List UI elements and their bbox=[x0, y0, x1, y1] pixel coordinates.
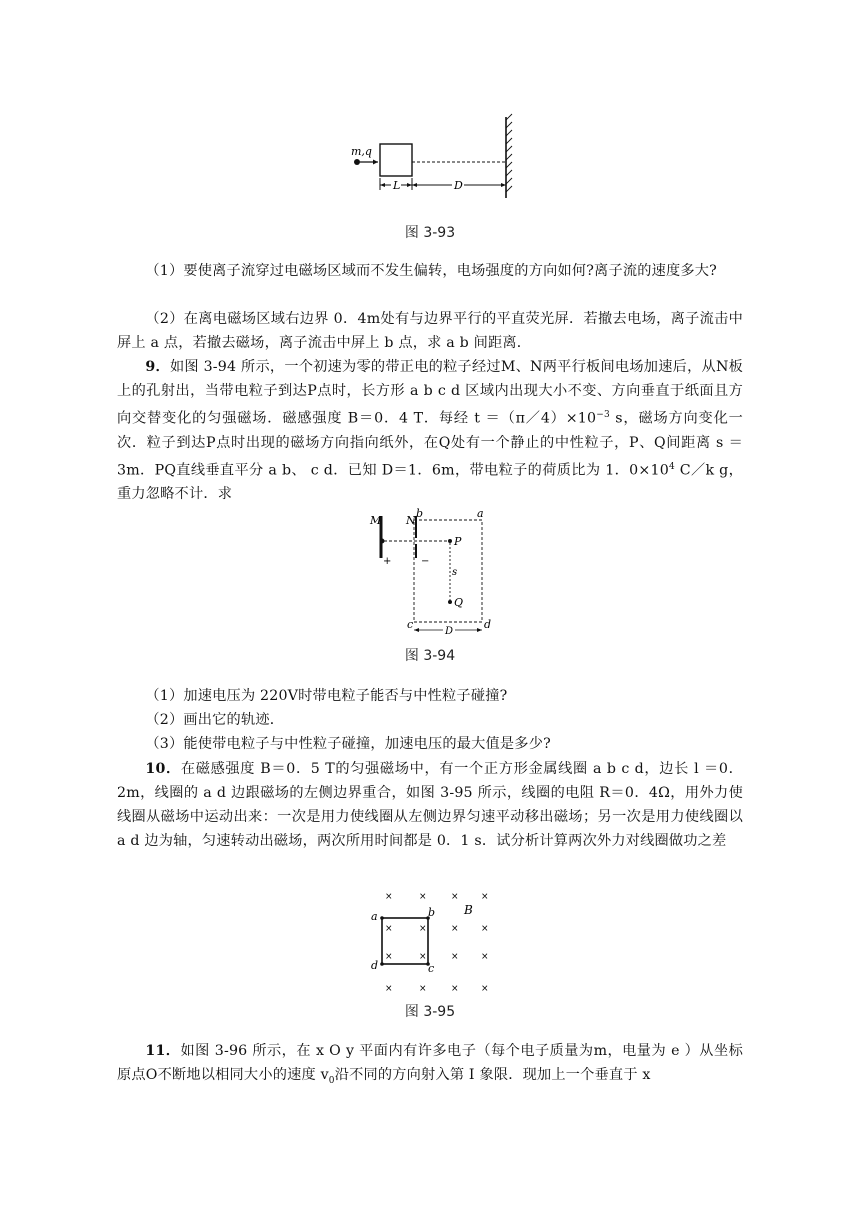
field-cross: × bbox=[451, 984, 459, 994]
paragraph-q9-part1: （1）加速电压为 220V时带电粒子能否与中性粒子碰撞? bbox=[145, 688, 508, 704]
fig95-label-c: c bbox=[428, 962, 435, 975]
q9-number: 9． bbox=[145, 359, 170, 375]
fig94-label-D: D bbox=[445, 626, 454, 637]
field-cross: × bbox=[451, 892, 459, 902]
field-cross: × bbox=[385, 952, 393, 962]
paragraph-q8-part1: （1）要使离子流穿过电磁场区域而不发生偏转，电场强度的方向如何?离子流的速度多大? bbox=[145, 263, 717, 279]
q11-number: 11． bbox=[145, 1043, 181, 1059]
figure-caption-3-94: 图 3-94 bbox=[404, 648, 456, 664]
field-cross: × bbox=[385, 924, 393, 934]
figure-3-94 bbox=[366, 504, 506, 640]
field-cross: × bbox=[419, 924, 427, 934]
q9-text-a: 如图 3-94 所示，一个初速为零的带正电的粒子经过M、N两平行板间电场加速后，从N板上的孔射出，当带电粒子到达P点时，长方形 a b c d 区域内出现大小不变、方向垂直于纸面且方向交替变化的匀强磁场．磁感强度 B＝0．4 T．每经 t ＝（π／4）×10 bbox=[117, 359, 743, 427]
figure-3-95 bbox=[366, 884, 498, 996]
paragraph-q9-part3: （3）能使带电粒子与中性粒子碰撞，加速电压的最大值是多少? bbox=[145, 736, 551, 752]
fig94-label-M: M bbox=[370, 514, 382, 527]
paragraph-q9-part2: （2）画出它的轨迹． bbox=[145, 712, 285, 728]
field-region-box bbox=[380, 144, 412, 176]
q11-subscript-0: 0 bbox=[328, 1075, 335, 1086]
particle-dot bbox=[354, 159, 360, 165]
paragraph-q8-part2: （2）在离电磁场区域右边界 0．4m处有与边界平行的平直荧光屏．若撤去电场，离子流击中屏上 a 点，若撤去磁场，离子流击中屏上 b 点，求 a b 间距离． bbox=[117, 311, 743, 351]
fig94-label-plus: + bbox=[383, 556, 392, 567]
fig94-label-b: b bbox=[416, 507, 424, 520]
field-cross: × bbox=[419, 984, 427, 994]
field-cross: × bbox=[481, 984, 489, 994]
q11-text-a: 如图 3-96 所示，在 x O y 平面内有许多电子（每个电子质量为m，电量为 e ）从坐标原点O不断地以相同大小的速度 v bbox=[117, 1043, 743, 1083]
field-cross: × bbox=[385, 892, 393, 902]
figure-caption-3-95: 图 3-95 bbox=[404, 1004, 456, 1020]
q9-exponent-neg3: −3 bbox=[596, 410, 610, 420]
field-cross: × bbox=[481, 892, 489, 902]
q10-number: 10． bbox=[145, 761, 181, 777]
fig94-label-d: d bbox=[484, 618, 492, 631]
field-cross: × bbox=[419, 892, 427, 902]
field-cross: × bbox=[419, 952, 427, 962]
q9-exponent-4: 4 bbox=[668, 461, 675, 472]
figure-3-93 bbox=[340, 112, 530, 202]
fig94-label-a: a bbox=[477, 507, 484, 520]
field-cross: × bbox=[481, 952, 489, 962]
q10-text: 在磁感强度 B＝0．5 T的匀强磁场中，有一个正方形金属线圈 a b c d，边长 l ＝0．2m，线圈的 a d 边跟磁场的左侧边界重合，如图 3-95 所示，线圈的电阻 R＝0．4Ω，用外力使线圈从磁场中运动出来：一次是用力使线圈从左侧边界匀速平动移出磁场；另一次是用力使线圈以 a d 边为轴，匀速转动出磁场，两次所用时间都是 0．1 s．试分析计算两次外力对线圈做功之差 bbox=[117, 761, 743, 849]
fig94-label-N: N bbox=[406, 514, 416, 527]
fig95-label-B: B bbox=[464, 903, 473, 917]
paragraph-q9 bbox=[117, 355, 743, 506]
fig94-label-s: s bbox=[452, 567, 458, 578]
magnetic-field-crosses bbox=[385, 892, 489, 994]
fig94-label-c: c bbox=[407, 618, 414, 631]
field-cross: × bbox=[481, 924, 489, 934]
field-cross: × bbox=[385, 984, 393, 994]
q9-text-b: s，磁场方向变化一次．粒子到达P点时出现的磁场方向指向纸外，在Q处有一个静止的中性粒子，P、Q间距离 s ＝3m．PQ直线垂直平分 a b、 c d．已知 D＝1．6m，带电粒子的荷质比为 1．0×10 bbox=[117, 410, 744, 479]
field-cross: × bbox=[451, 952, 459, 962]
fig94-label-minus: − bbox=[421, 556, 430, 567]
paragraph-q10 bbox=[117, 757, 743, 853]
field-cross: × bbox=[451, 924, 459, 934]
fig93-label-L: L bbox=[393, 179, 401, 192]
point-P bbox=[448, 539, 452, 543]
fig94-label-P: P bbox=[454, 535, 462, 548]
figure-caption-3-93: 图 3-93 bbox=[404, 225, 456, 241]
q9-text-c: C／k g，重力忽略不计．求 bbox=[117, 462, 743, 503]
fig94-label-Q: Q bbox=[454, 596, 464, 609]
fig93-label-mq: m,q bbox=[351, 145, 372, 158]
fig95-label-a: a bbox=[371, 910, 378, 923]
point-Q bbox=[448, 600, 452, 604]
paragraph-q11 bbox=[117, 1039, 743, 1093]
fig95-label-b: b bbox=[428, 906, 436, 919]
q11-text-b: 沿不同的方向射入第 Ⅰ 象限．现加上一个垂直于 x bbox=[334, 1067, 651, 1083]
region-abcd bbox=[414, 520, 482, 622]
fig93-label-D: D bbox=[454, 179, 463, 192]
fig95-label-d: d bbox=[371, 959, 379, 972]
